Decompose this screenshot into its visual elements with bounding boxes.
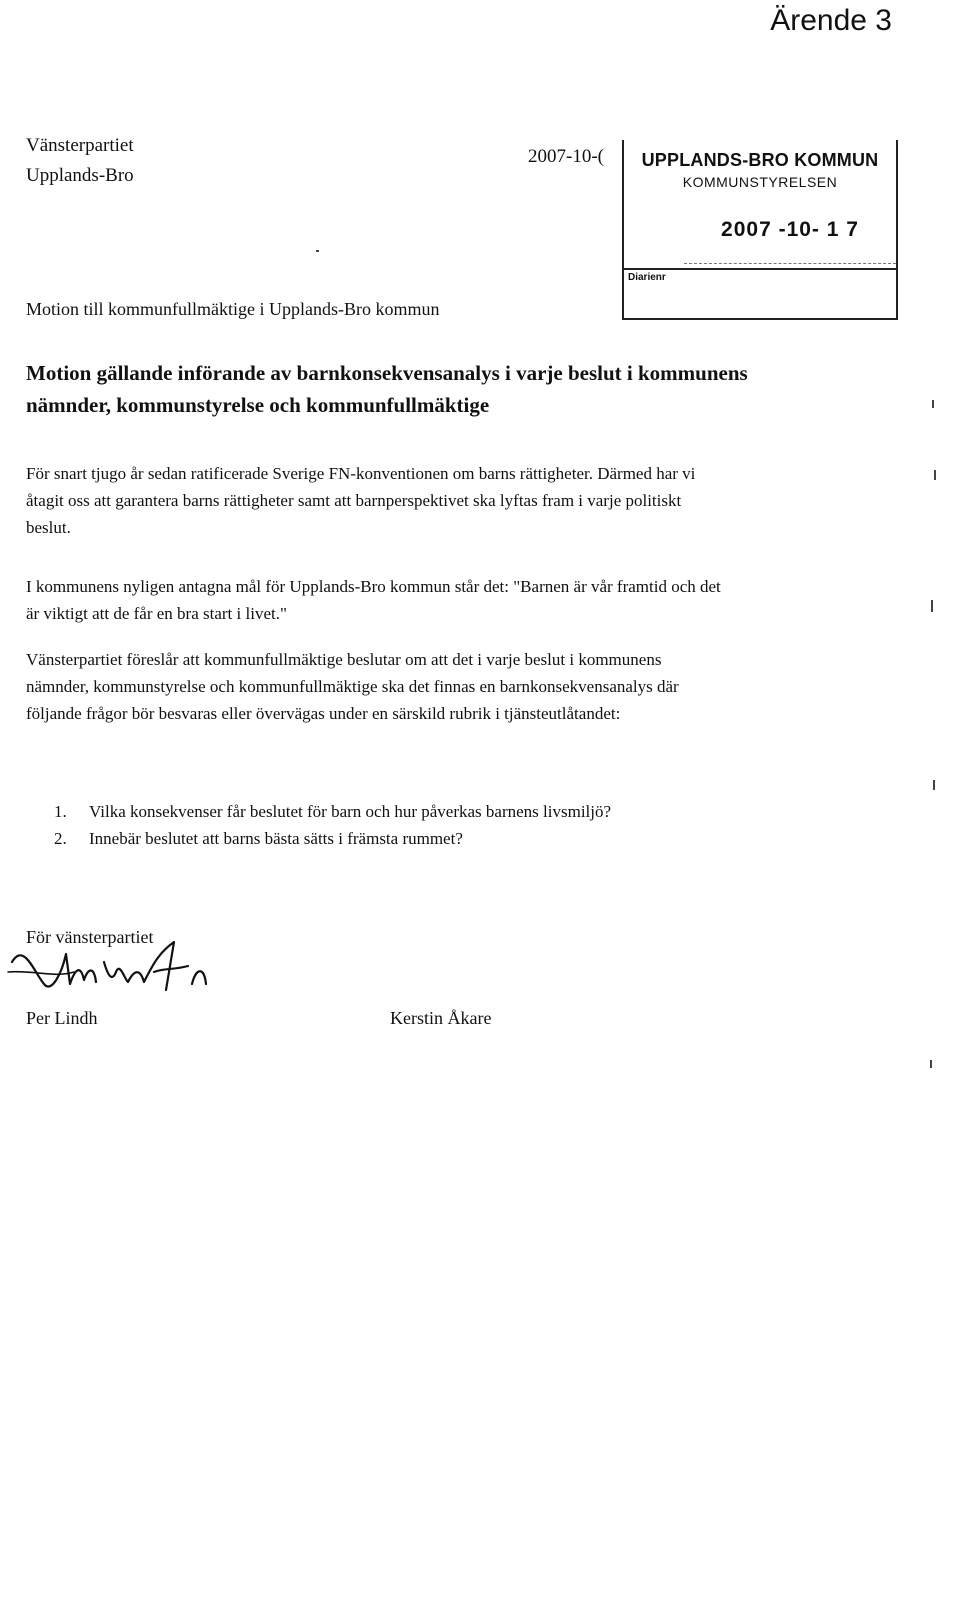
- scan-speck: [934, 470, 936, 480]
- on-behalf-label: För vänsterpartiet: [26, 927, 154, 947]
- signer-per-lindh: Per Lindh: [26, 1008, 98, 1028]
- case-label: Ärende 3: [770, 4, 892, 37]
- scan-speck: [933, 780, 935, 790]
- stamp-divider: [624, 268, 896, 270]
- paragraph-3: Vänsterpartiet föreslår att kommunfullmäktige beslutar om att det i varje beslut i kommunens nämnder, kommunstyrelse och kommunfullmäktige ska det finnas en barnkonsekvensanalys där följande frågor bör besvaras eller övervägas under en särskild rubrik i tjänsteutlåtandet:: [26, 650, 679, 723]
- received-stamp: [622, 140, 898, 320]
- stamp-department: KOMMUNSTYRELSEN: [682, 174, 838, 190]
- motion-title: Motion gällande införande av barnkonsekvensanalys i varje beslut i kommunens nämnder, kommunstyrelse och kommunfullmäktige: [26, 361, 748, 417]
- question-list: [26, 798, 726, 852]
- scan-speck: [932, 400, 934, 408]
- stamp-diarienr-label: Diarienr: [628, 272, 666, 283]
- handwritten-signature: [4, 932, 234, 1012]
- list-item-text: Vilka konsekvenser får beslutet för barn och hur påverkas barnens livsmiljö?: [89, 802, 612, 821]
- paragraph-1: För snart tjugo år sedan ratificerade Sverige FN-konventionen om barns rättigheter. Därmed har vi åtagit oss att garantera barns rättigheter samt att barnperspektivet ska lyftas fram i varje politiskt beslut.: [26, 464, 696, 537]
- list-item-number: 2.: [54, 829, 67, 848]
- sender-party: Vänsterpartiet: [26, 135, 134, 156]
- list-item: [26, 798, 726, 825]
- signer-kerstin-akare: Kerstin Åkare: [390, 1008, 492, 1028]
- stamp-divider-dashed: [684, 263, 896, 264]
- scan-speck: [930, 1060, 932, 1068]
- paragraph-2: I kommunens nyligen antagna mål för Upplands-Bro kommun står det: "Barnen är vår framtid och det är viktigt att de får en bra start i livet.": [26, 577, 721, 623]
- document-date: 2007-10-(: [528, 146, 604, 167]
- sender-municipality: Upplands-Bro: [26, 165, 134, 186]
- stamp-date: 2007 -10- 1 7: [721, 218, 859, 241]
- scan-speck: [316, 250, 319, 252]
- scan-speck: [931, 600, 933, 612]
- list-item-number: 1.: [54, 802, 67, 821]
- motion-intro: Motion till kommunfullmäktige i Upplands-Bro kommun: [26, 299, 440, 319]
- list-item-text: Innebär beslutet att barns bästa sätts i främsta rummet?: [89, 829, 463, 848]
- list-item: [26, 825, 726, 852]
- stamp-organisation: UPPLANDS-BRO KOMMUN: [641, 150, 879, 170]
